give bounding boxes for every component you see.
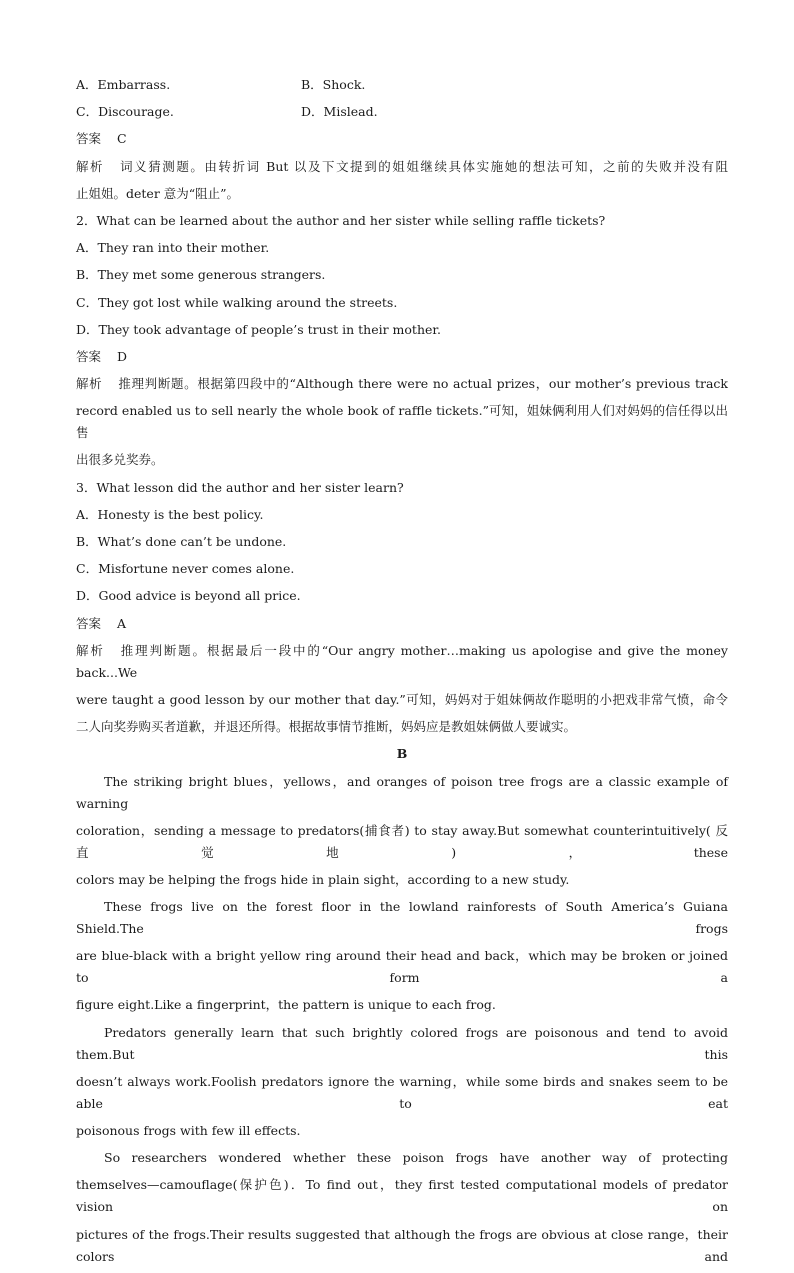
answer-label: 答案 — [76, 131, 102, 147]
para-4-line-1: So researchers wondered whether these poison frogs have another way of protecting — [104, 1150, 728, 1166]
para-2-line-3: figure eight.Like a fingerprint，the pattern is unique to each frog. — [76, 997, 496, 1013]
q3-option-c: C．Misfortune never comes alone. — [76, 561, 295, 577]
q2-option-b: B．They met some generous strangers. — [76, 267, 326, 283]
analysis-text: 推理判断题。根据最后一段中的“Our angry mother…making us apologise and give the money back...We — [76, 642, 728, 680]
analysis-label: 解析 — [76, 376, 103, 392]
answer-label: 答案 — [76, 615, 102, 631]
para-1-line-2: coloration，sending a message to predators(捕食者) to stay away.But somewhat counterintuitively( 反直觉地)，these — [76, 822, 728, 860]
q3-answer — [76, 613, 728, 635]
q1-option-b: B．Shock. — [301, 77, 366, 92]
answer-value: D — [117, 348, 128, 364]
para-3-line-2: doesn’t always work.Foolish predators ignore the warning，while some birds and snakes seem to be able to eat — [76, 1073, 728, 1111]
q1-analysis-line-1 — [76, 156, 728, 178]
para-1-line-1: The striking bright blues，yellows，and oranges of poison tree frogs are a classic example of warning — [76, 773, 728, 811]
section-b-heading: B — [396, 746, 408, 762]
q2-option-a: A．They ran into their mother. — [76, 240, 270, 256]
q1-option-d: D．Mislead. — [301, 104, 378, 120]
q3-option-b: B．What’s done can’t be undone. — [76, 534, 287, 549]
q3-question: 3．What lesson did the author and her sister learn? — [76, 479, 404, 495]
q1-options-row-2 — [76, 101, 728, 123]
answer-value: C — [117, 131, 127, 147]
para-1-line-3: colors may be helping the frogs hide in plain sight，according to a new study. — [76, 871, 570, 887]
q2-answer — [76, 346, 728, 368]
para-2-line-1: These frogs live on the forest floor in the lowland rainforests of South America’s Guiana Shield.The frogs — [76, 899, 728, 937]
answer-value: A — [117, 615, 127, 631]
q2-option-c: C．They got lost while walking around the streets. — [76, 294, 398, 310]
q3-analysis-line-1 — [76, 640, 728, 684]
para-4-line-3: pictures of the frogs.Their results suggested that although the frogs are obvious at close range，their colors and — [76, 1226, 728, 1264]
q3-option-a: A．Honesty is the best policy. — [76, 506, 264, 522]
q2-option-d: D．They took advantage of people’s trust in their mother. — [76, 321, 441, 337]
q1-analysis-line-2: 止姐姐。deter 意为“阻止”。 — [76, 185, 240, 201]
para-3-line-1: Predators generally learn that such brightly colored frogs are poisonous and tend to avoid them.But this — [76, 1024, 728, 1062]
q2-analysis-line-3: 出很多兑奖券。 — [76, 452, 164, 468]
q1-answer — [76, 128, 728, 150]
q3-option-d: D．Good advice is beyond all price. — [76, 588, 301, 604]
answer-label: 答案 — [76, 348, 102, 364]
q3-analysis-line-2: were taught a good lesson by our mother that day.”可知，妈妈对于姐妹俩故作聪明的小把戏非常气愤，命令 — [76, 691, 728, 707]
analysis-label: 解析 — [76, 158, 105, 174]
analysis-label: 解析 — [76, 642, 105, 658]
q1-option-a: A．Embarrass. — [76, 77, 171, 92]
para-4-line-2: themselves—camouflage(保护色)．To find out，they first tested computational models of predator vision on — [76, 1177, 728, 1215]
para-3-line-3: poisonous frogs with few ill effects. — [76, 1123, 301, 1138]
q1-option-c: C．Discourage. — [76, 104, 174, 120]
q3-analysis-line-3: 二人向奖券购买者道歉，并退还所得。根据故事情节推断，妈妈应是教姐妹俩做人要诚实。 — [76, 719, 577, 735]
q2-analysis-line-1 — [76, 373, 728, 395]
document-page — [76, 74, 728, 1273]
analysis-text: 词义猜测题。由转折词 But 以及下文提到的姐姐继续具体实施她的想法可知，之前的失败并没有阻 — [120, 158, 728, 174]
para-2-line-2: are blue-black with a bright yellow ring around their head and back，which may be broken or joined to form a — [76, 948, 728, 986]
q1-options-row-1 — [76, 74, 728, 96]
q2-analysis-line-2: record enabled us to sell nearly the whole book of raffle tickets.”可知，姐妹俩利用人们对妈妈的信任得以出售 — [76, 403, 728, 441]
analysis-text: 推理判断题。根据第四段中的“Although there were no actual prizes，our mother’s previous track — [118, 376, 728, 392]
q2-question: 2．What can be learned about the author and her sister while selling raffle tickets? — [76, 212, 606, 228]
